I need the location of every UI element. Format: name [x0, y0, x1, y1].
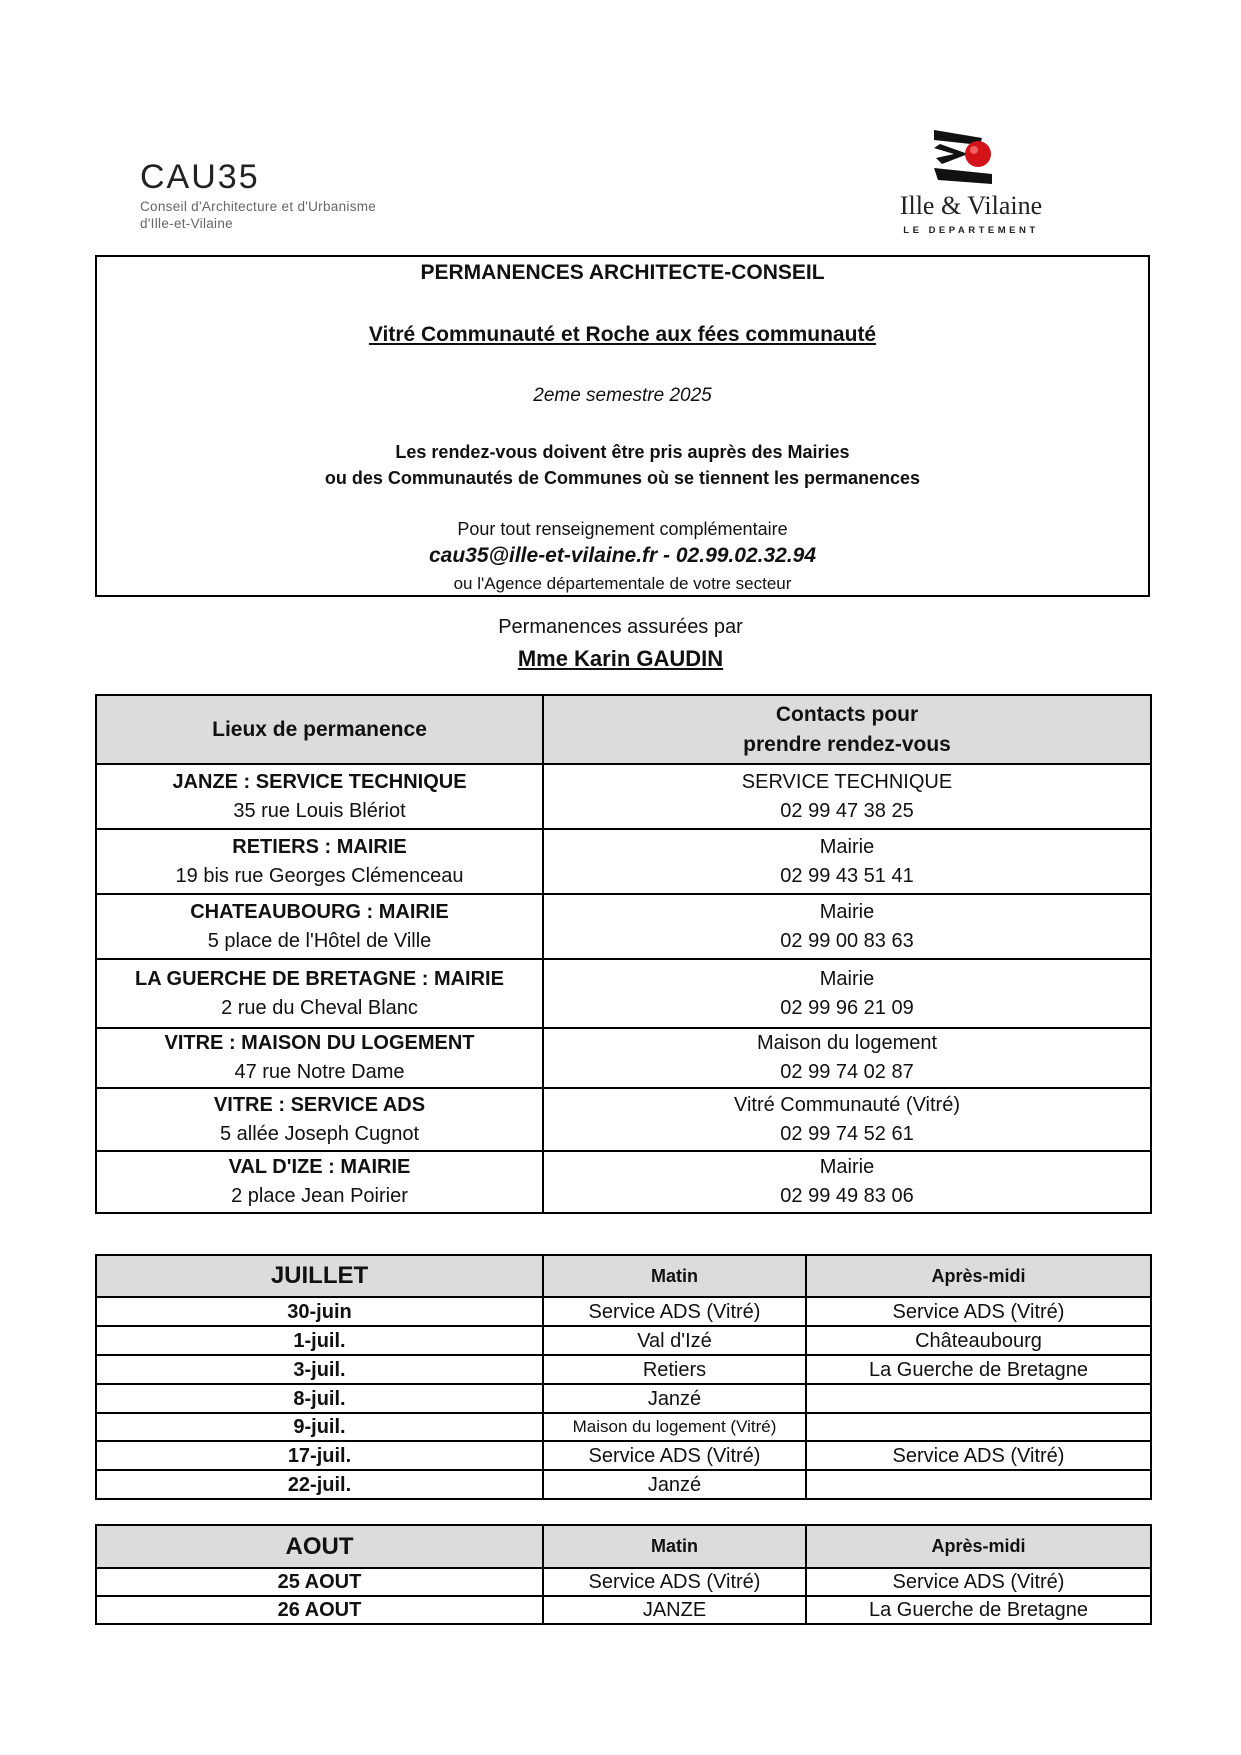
- schedule-afternoon: [806, 1413, 1151, 1441]
- page-title: PERMANENCES ARCHITECTE-CONSEIL: [420, 261, 825, 284]
- location-name: LA GUERCHE DE BRETAGNE : MAIRIE: [135, 967, 504, 990]
- schedule-morning: JANZE: [543, 1596, 806, 1624]
- schedule-morning: Val d'Izé: [543, 1326, 806, 1355]
- contact-name: Mairie: [819, 835, 875, 858]
- column-header-morning: Matin: [543, 1255, 806, 1297]
- contact-phone: 02 99 96 21 09: [780, 996, 914, 1019]
- schedule-afternoon: La Guerche de Bretagne: [806, 1596, 1151, 1624]
- column-header-afternoon: Après-midi: [806, 1255, 1151, 1297]
- location-name: JANZE : SERVICE TECHNIQUE: [172, 770, 467, 793]
- location-address: 35 rue Louis Blériot: [233, 799, 406, 822]
- column-header-locations: Lieux de permanence: [96, 695, 543, 764]
- contact-name: Vitré Communauté (Vitré): [733, 1093, 960, 1116]
- location-address: 2 place Jean Poirier: [231, 1185, 408, 1207]
- column-header-morning: Matin: [543, 1525, 806, 1568]
- cau35-logo-subtitle-2: d'Ille-et-Vilaine: [140, 216, 233, 231]
- schedule-morning: Retiers: [543, 1355, 806, 1384]
- location-address: 5 place de l'Hôtel de Ville: [207, 929, 432, 952]
- schedule-morning: Janzé: [543, 1384, 806, 1413]
- contact-name: Maison du logement: [756, 1032, 938, 1054]
- july-schedule-table: [95, 1254, 1152, 1500]
- table-row: [96, 1568, 1151, 1596]
- table-row: [96, 1596, 1151, 1624]
- schedule-date: 1-juil.: [96, 1326, 543, 1355]
- schedule-morning: Service ADS (Vitré): [543, 1441, 806, 1470]
- semester-label: 2eme semestre 2025: [533, 385, 712, 406]
- table-row: [96, 1413, 1151, 1441]
- table-header-row: [96, 695, 1151, 764]
- column-header-contacts-line-1: Contacts pour: [775, 702, 919, 726]
- contact-name: Mairie: [819, 900, 875, 923]
- cau35-logo-title: CAU35: [140, 158, 260, 196]
- contact-email-phone[interactable]: cau35@ille-et-vilaine.fr - 02.99.02.32.94: [428, 544, 817, 567]
- schedule-morning: Maison du logement (Vitré): [543, 1413, 806, 1441]
- schedule-morning: Janzé: [543, 1470, 806, 1499]
- month-header: JUILLET: [96, 1255, 543, 1297]
- location-address: 2 rue du Cheval Blanc: [221, 996, 418, 1019]
- table-row: [96, 894, 1151, 959]
- cau35-logo: [140, 160, 376, 232]
- contact-phone: 02 99 47 38 25: [780, 799, 914, 822]
- department-tagline: LE DEPARTEMENT: [903, 225, 1039, 236]
- locations-table: [95, 694, 1152, 1214]
- schedule-afternoon: Service ADS (Vitré): [806, 1297, 1151, 1326]
- table-row: [96, 1151, 1151, 1213]
- schedule-afternoon: Châteaubourg: [806, 1326, 1151, 1355]
- august-schedule-table: [95, 1524, 1152, 1625]
- contact-name: Mairie: [819, 967, 875, 990]
- architect-name: Mme Karin GAUDIN: [517, 646, 724, 671]
- contact-phone: 02 99 74 52 61: [780, 1122, 914, 1145]
- contact-phone: 02 99 43 51 41: [780, 864, 914, 887]
- table-row: [96, 1088, 1151, 1151]
- schedule-date: 26 AOUT: [96, 1596, 543, 1624]
- table-row: [96, 1326, 1151, 1355]
- contact-name: Mairie: [819, 1156, 875, 1178]
- contact-phone: 02 99 00 83 63: [780, 929, 914, 952]
- schedule-morning: Service ADS (Vitré): [543, 1297, 806, 1326]
- column-header-afternoon: Après-midi: [806, 1525, 1151, 1568]
- schedule-afternoon: [806, 1384, 1151, 1413]
- schedule-afternoon: [806, 1470, 1151, 1499]
- location-name: RETIERS : MAIRIE: [232, 835, 407, 858]
- table-row: [96, 764, 1151, 829]
- contact-phone: 02 99 74 02 87: [780, 1061, 914, 1083]
- location-name: CHATEAUBOURG : MAIRIE: [190, 900, 449, 923]
- schedule-date: 8-juil.: [96, 1384, 543, 1413]
- contact-phone: 02 99 49 83 06: [780, 1185, 914, 1207]
- schedule-afternoon: Service ADS (Vitré): [806, 1568, 1151, 1596]
- location-name: VITRE : SERVICE ADS: [213, 1093, 426, 1116]
- location-address: 19 bis rue Georges Clémenceau: [175, 864, 464, 887]
- schedule-date: 22-juil.: [96, 1470, 543, 1499]
- location-address: 47 rue Notre Dame: [234, 1061, 405, 1083]
- table-row: [96, 1441, 1151, 1470]
- table-row: [96, 1028, 1151, 1088]
- schedule-afternoon: La Guerche de Bretagne: [806, 1355, 1151, 1384]
- month-header: AOUT: [96, 1525, 543, 1568]
- agency-note: ou l'Agence départementale de votre secteur: [453, 574, 792, 593]
- column-header-contacts-line-2: prendre rendez-vous: [743, 732, 951, 756]
- schedule-date: 25 AOUT: [96, 1568, 543, 1596]
- appointment-note-line-1: Les rendez-vous doivent être pris auprès des Mairies: [395, 442, 850, 462]
- table-row: [96, 829, 1151, 894]
- schedule-date: 30-juin: [96, 1297, 543, 1326]
- table-row: [96, 1384, 1151, 1413]
- page-subtitle: Vitré Communauté et Roche aux fées communauté: [368, 323, 877, 346]
- header-box: [95, 255, 1150, 597]
- schedule-afternoon: Service ADS (Vitré): [806, 1441, 1151, 1470]
- column-header-contacts: [543, 695, 1151, 764]
- location-address: 5 allée Joseph Cugnot: [219, 1122, 420, 1145]
- location-name: VITRE : MAISON DU LOGEMENT: [164, 1032, 475, 1054]
- location-name: VAL D'IZE : MAIRIE: [228, 1156, 411, 1178]
- schedule-date: 17-juil.: [96, 1441, 543, 1470]
- table-row: [96, 1297, 1151, 1326]
- appointment-note-line-2: ou des Communautés de Communes où se tiennent les permanences: [324, 468, 921, 488]
- table-header-row: [96, 1255, 1151, 1297]
- contact-name: SERVICE TECHNIQUE: [741, 770, 953, 793]
- cau35-logo-subtitle-1: Conseil d'Architecture et d'Urbanisme: [140, 199, 377, 214]
- schedule-morning: Service ADS (Vitré): [543, 1568, 806, 1596]
- info-label: Pour tout renseignement complémentaire: [457, 519, 788, 539]
- schedule-date: 9-juil.: [96, 1413, 543, 1441]
- table-header-row: [96, 1525, 1151, 1568]
- table-row: [96, 959, 1151, 1028]
- ensured-by-label: Permanences assurées par: [498, 616, 743, 638]
- schedule-date: 3-juil.: [96, 1355, 543, 1384]
- table-row: [96, 1355, 1151, 1384]
- department-name: Ille & Vilaine: [899, 191, 1043, 220]
- table-row: [96, 1470, 1151, 1499]
- department-emblem-icon: [932, 128, 1004, 188]
- department-logo: [880, 128, 1062, 240]
